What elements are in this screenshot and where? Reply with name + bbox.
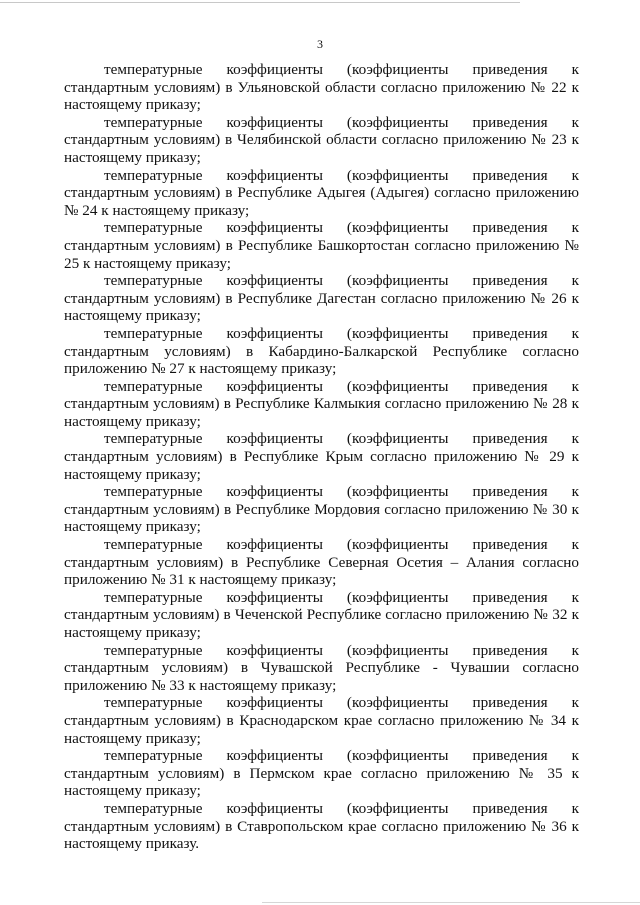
paragraph-appendix-33: температурные коэффициенты (коэффициенты приведения к стандартным условиям) в Чувашской Республике - Чувашии согласно приложению № 33 к настоящему приказу; [64,641,579,694]
document-body [64,61,579,853]
paragraph-appendix-23: температурные коэффициенты (коэффициенты приведения к стандартным условиям) в Челябинской области согласно приложению № 23 к настоящему приказу; [64,113,579,166]
paragraph-appendix-36: температурные коэффициенты (коэффициенты приведения к стандартным условиям) в Ставропольском крае согласно приложению № 36 к настоящему приказу. [64,799,579,853]
scan-edge-top [0,2,520,3]
paragraph-appendix-29: температурные коэффициенты (коэффициенты приведения к стандартным условиям) в Республике Крым согласно приложению № 29 к настоящему приказу; [64,430,579,483]
scan-edge-bottom [262,902,640,903]
paragraph-appendix-26: температурные коэффициенты (коэффициенты приведения к стандартным условиям) в Республике Дагестан согласно приложению № 26 к настоящему приказу; [64,272,579,325]
paragraph-appendix-25: температурные коэффициенты (коэффициенты приведения к стандартным условиям) в Республике Башкортостан согласно приложению № 25 к настоящему приказу; [64,219,579,272]
paragraph-appendix-28: температурные коэффициенты (коэффициенты приведения к стандартным условиям) в Республике Калмыкия согласно приложению № 28 к настоящему приказу; [64,377,579,430]
paragraph-appendix-30: температурные коэффициенты (коэффициенты приведения к стандартным условиям) в Республике Мордовия согласно приложению № 30 к настоящему приказу; [64,483,579,536]
paragraph-appendix-24: температурные коэффициенты (коэффициенты приведения к стандартным условиям) в Республике Адыгея (Адыгея) согласно приложению № 24 к настоящему приказу; [64,166,579,219]
paragraph-appendix-31: температурные коэффициенты (коэффициенты приведения к стандартным условиям) в Республике Северная Осетия – Алания согласно приложению № 31 к настоящему приказу; [64,536,579,589]
page-number: 3 [317,37,323,51]
paragraph-appendix-22: температурные коэффициенты (коэффициенты приведения к стандартным условиям) в Ульяновской области согласно приложению № 22 к настоящему приказу; [64,61,579,114]
paragraph-appendix-35: температурные коэффициенты (коэффициенты приведения к стандартным условиям) в Пермском крае согласно приложению № 35 к настоящему приказу; [64,747,579,800]
paragraph-appendix-34: температурные коэффициенты (коэффициенты приведения к стандартным условиям) в Краснодарском крае согласно приложению № 34 к настоящему приказу; [64,694,579,747]
paragraph-appendix-27: температурные коэффициенты (коэффициенты приведения к стандартным условиям) в Кабардино-Балкарской Республике согласно приложению № 27 к настоящему приказу; [64,324,579,378]
paragraph-appendix-32: температурные коэффициенты (коэффициенты приведения к стандартным условиям) в Чеченской Республике согласно приложению № 32 к настоящему приказу; [64,588,579,641]
